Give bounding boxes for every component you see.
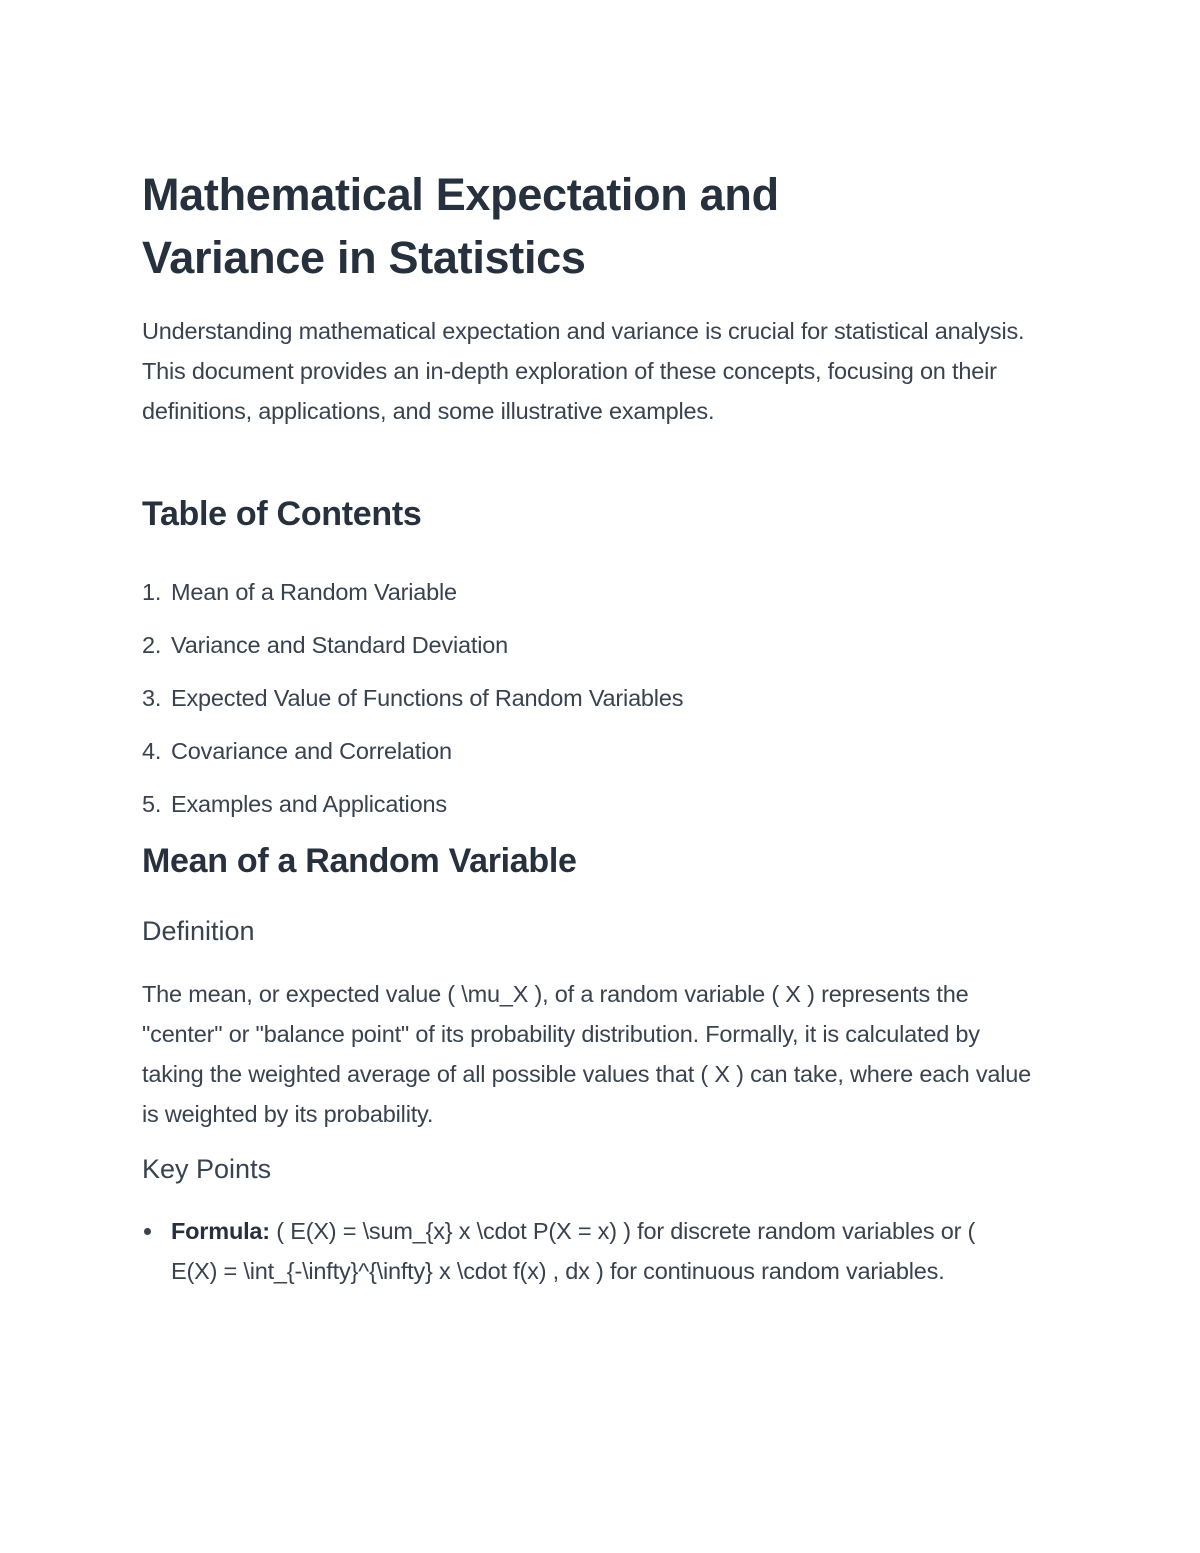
intro-paragraph: Understanding mathematical expectation and variance is crucial for statistical analysis. This document provides an in-depth exploration of these concepts, focusing on their definitions, applications, and some illustrative examples. <box>142 318 1025 424</box>
document-title: Mathematical Expectation and Variance in Statistics <box>142 169 779 283</box>
definition-paragraph: The mean, or expected value ( \mu_X ), of a random variable ( X ) represents the "center" or "balance point" of its probability distribution. Formally, it is calculated by taking the weighted average of all possible values that ( X ) can take, where each value is weighted by its probability. <box>142 981 1031 1127</box>
toc-item-examples[interactable] <box>142 778 683 831</box>
toc-item-label: Expected Value of Functions of Random Variables <box>171 685 684 711</box>
bullet-icon <box>144 1228 151 1235</box>
key-point-label: Formula: <box>171 1218 270 1244</box>
toc-item-label: Variance and Standard Deviation <box>171 632 508 658</box>
toc-item-number: 4. <box>142 738 162 764</box>
toc-item-mean[interactable] <box>142 566 683 619</box>
section-heading-mean: Mean of a Random Variable <box>142 842 577 880</box>
list-item <box>142 1211 1002 1291</box>
subheading-key-points: Key Points <box>142 1154 272 1184</box>
toc-item-expected-value-functions[interactable] <box>142 672 683 725</box>
subheading-definition: Definition <box>142 916 255 946</box>
toc-item-number: 3. <box>142 685 162 711</box>
key-point-text: ( E(X) = \sum_{x} x \cdot P(X = x) ) for discrete random variables or ( E(X) = \int_{-\infty}^{\infty} x \cdot f(x) , dx ) for continuous random variables. <box>171 1218 976 1284</box>
toc-item-number: 2. <box>142 632 162 658</box>
table-of-contents <box>142 566 683 831</box>
toc-item-number: 1. <box>142 579 162 605</box>
toc-heading: Table of Contents <box>142 495 422 533</box>
key-points-list <box>142 1211 1002 1291</box>
toc-item-covariance[interactable] <box>142 725 683 778</box>
toc-item-label: Mean of a Random Variable <box>171 579 457 605</box>
toc-item-variance[interactable] <box>142 619 683 672</box>
toc-item-label: Examples and Applications <box>171 791 447 817</box>
toc-item-label: Covariance and Correlation <box>171 738 452 764</box>
toc-item-number: 5. <box>142 791 162 817</box>
